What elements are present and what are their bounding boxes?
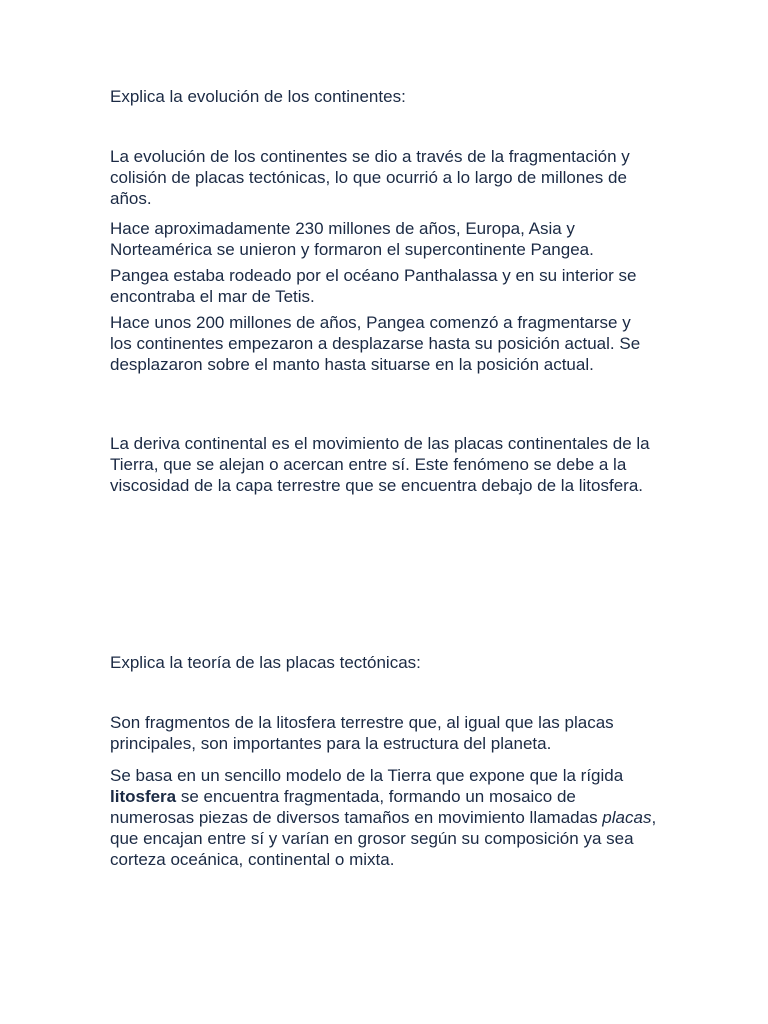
question-tectonic-plates: Explica la teoría de las placas tectónicas: (110, 653, 421, 672)
paragraph-pangea-formation: Hace aproximadamente 230 millones de años, Europa, Asia y Norteamérica se unieron y formaron el supercontinente Pangea. (110, 219, 594, 259)
paragraph-pangea-fragmentation: Hace unos 200 millones de años, Pangea comenzó a fragmentarse y los continentes empezaron a desplazarse hasta su posición actual. Se desplazaron sobre el manto hasta situarse en la posición actual. (110, 313, 641, 374)
plate-theory-text-c: , que encajan entre sí y varían en grosor según su composición ya sea corteza oceánica, continental o mixta. (110, 808, 657, 869)
paragraph-continental-drift: La deriva continental es el movimiento de las placas continentales de la Tierra, que se alejan o acercan entre sí. Este fenómeno se debe a la viscosidad de la capa terrestre que se encuentra debajo de la litosfera. (110, 434, 650, 495)
plate-theory-italic-placas: placas (602, 808, 652, 827)
paragraph-panthalassa: Pangea estaba rodeado por el océano Panthalassa y en su interior se encontraba el mar de Tetis. (110, 266, 637, 306)
paragraph-continents-evolution: La evolución de los continentes se dio a través de la fragmentación y colisión de placas tectónicas, lo que ocurrió a lo largo de millones de años. (110, 147, 630, 208)
paragraph-plates-fragments: Son fragmentos de la litosfera terrestre que, al igual que las placas principales, son importantes para la estructura del planeta. (110, 713, 614, 753)
paragraph-plate-theory (110, 765, 662, 870)
plate-theory-bold-litosfera: litosfera (110, 787, 177, 806)
plate-theory-text-a: Se basa en un sencillo modelo de la Tierra que expone que la rígida (110, 766, 624, 785)
plate-theory-text-b: se encuentra fragmentada, formando un mosaico de numerosas piezas de diversos tamaños en movimiento llamadas (110, 787, 603, 827)
question-continents-evolution: Explica la evolución de los continentes: (110, 87, 406, 106)
